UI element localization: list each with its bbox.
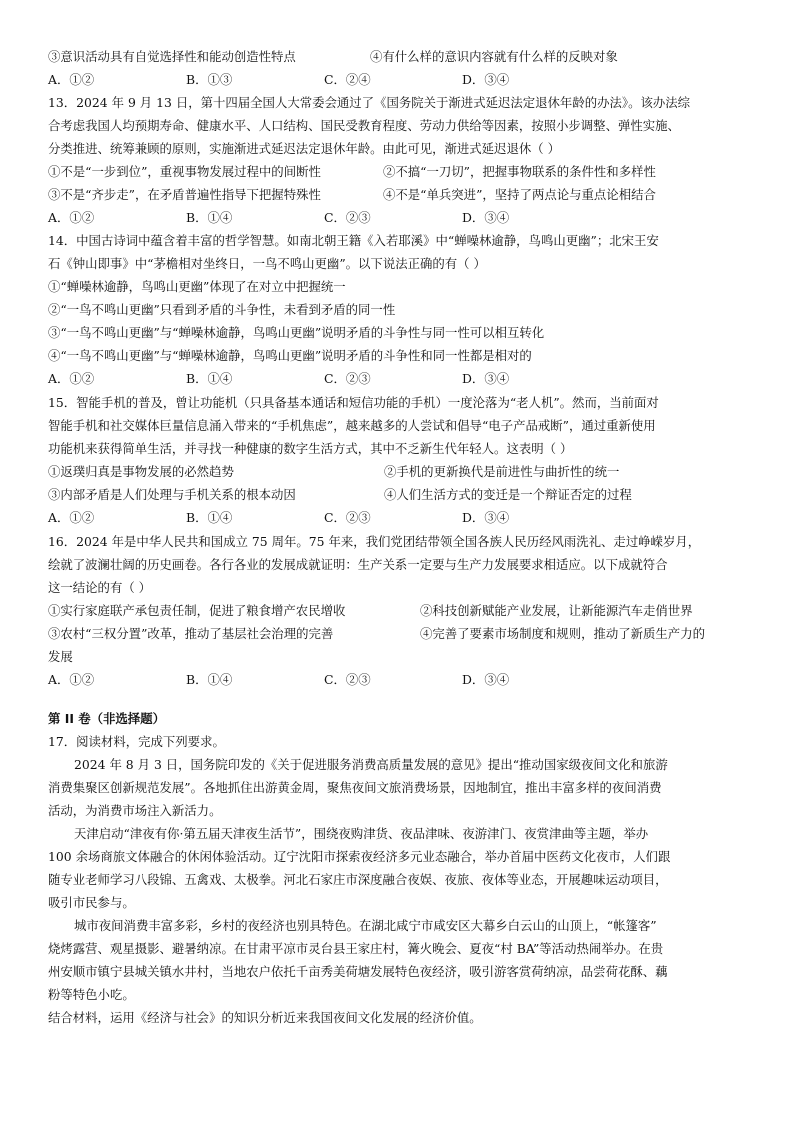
q14-stem-line-2: 石《钟山即事》中“茅檐相对坐终日，一鸟不鸣山更幽”。以下说法正确的有（ ） [48,256,486,271]
q16-statement-1: ①实行家庭联产承包责任制，促进了粮食增产农民增收 [48,603,346,618]
q13-stem-line-2: 合考虑我国人均预期寿命、健康水平、人口结构、国民受教育程度、劳动力供给等因素，按照小步调整、弹性实施、 [48,118,680,133]
q14-statement-3: ③“一鸟不鸣山更幽”与“蝉噪林逾静，鸟鸣山更幽”说明矛盾的斗争性与同一性可以相互转化 [48,325,545,340]
q15-stem-line-2: 智能手机和社交媒体巨量信息涌入带来的“手机焦虑”，越来越多的人尝试和倡导“电子产品戒断”，通过重新使用 [48,418,656,433]
q17-para2-line-2: 100 余场商旅文体融合的休闲体验活动。辽宁沈阳市探索夜经济多元业态融合，举办首届中医药文化夜市，人们跟 [48,849,671,864]
q13-option-c: C．②③ [324,210,371,225]
q14-stem-line-1: 14．中国古诗词中蕴含着丰富的哲学智慧。如南北朝王籍《入若耶溪》中“蝉噪林逾静，鸟鸣山更幽”；北宋王安 [48,233,659,248]
q12-option-a: A．①② [48,72,95,87]
q15-option-a: A．①② [48,510,95,525]
q13-option-b: B．①④ [186,210,233,225]
q14-statement-2: ②“一鸟不鸣山更幽”只看到矛盾的斗争性，未看到矛盾的同一性 [48,302,396,317]
q17-para2-line-1: 天津启动“津夜有你·第五届天津夜生活节”，围绕夜购津货、夜品津味、夜游津门、夜赏津曲等主题，举办 [74,826,649,841]
q16-statement-3: ③农村“三权分置”改革，推动了基层社会治理的完善 [48,626,334,641]
q14-option-d: D．③④ [462,371,510,386]
q16-statement-4: ④完善了要素市场制度和规则，推动了新质生产力的 [420,626,705,641]
q13-option-d: D．③④ [462,210,510,225]
q12-statement-3: ③意识活动具有自觉选择性和能动创造性特点 [48,49,296,64]
q12-option-b: B．①③ [186,72,233,87]
q16-stem-line-3: 这一结论的有（ ） [48,580,152,595]
q17-para1-line-3: 活动，为消费市场注入新活力。 [48,803,222,818]
q15-option-c: C．②③ [324,510,371,525]
q13-statement-4: ④不是“单兵突进”，坚持了两点论与重点论相结合 [383,187,656,202]
q14-option-a: A．①② [48,371,95,386]
q17-para1-line-1: 2024 年 8 月 3 日，国务院印发的《关于促进服务消费高质量发展的意见》提出“推动国家级夜间文化和旅游 [74,757,668,772]
q12-option-d: D．③④ [462,72,510,87]
q17-task: 结合材料，运用《经济与社会》的知识分析近来我国夜间文化发展的经济价值。 [48,1010,482,1025]
q15-option-b: B．①④ [186,510,233,525]
q13-statement-1: ①不是“一步到位”，重视事物发展过程中的间断性 [48,164,321,179]
q17-para3-line-1: 城市夜间消费丰富多彩，乡村的夜经济也别具特色。在湖北咸宁市咸安区大幕乡白云山的山顶上，“帐篷客” [74,918,657,933]
q17-para3-line-3: 州安顺市镇宁县城关镇水井村，当地农户依托千亩秀美荷塘发展特色夜经济，吸引游客赏荷纳凉，品尝荷花酥、藕 [48,964,668,979]
q15-option-d: D．③④ [462,510,510,525]
q17-para2-line-3: 随专业老师学习八段锦、五禽戏、太极拳。河北石家庄市深度融合夜娱、夜旅、夜体等业态，开展趣味运动项目， [48,872,668,887]
q17-para3-line-4: 粉等特色小吃。 [48,987,135,1002]
q13-stem-line-1: 13．2024 年 9 月 13 日，第十四届全国人大常委会通过了《国务院关于渐进式延迟法定退休年龄的办法》。该办法综 [48,95,691,110]
q13-option-a: A．①② [48,210,95,225]
q17-para1-line-2: 消费集聚区创新规范发展”。各地抓住出游黄金周，聚焦夜间文旅消费场景，因地制宜，推出丰富多样的夜间消费 [48,780,662,795]
q16-option-d: D．③④ [462,672,510,687]
q14-option-c: C．②③ [324,371,371,386]
q15-statement-4: ④人们生活方式的变迁是一个辩证否定的过程 [384,487,632,502]
q15-statement-2: ②手机的更新换代是前进性与曲折性的统一 [384,464,620,479]
q14-statement-1: ①“蝉噪林逾静，鸟鸣山更幽”体现了在对立中把握统一 [48,279,346,294]
q13-statement-3: ③不是“齐步走”，在矛盾普遍性指导下把握特殊性 [48,187,321,202]
q15-statement-3: ③内部矛盾是人们处理与手机关系的根本动因 [48,487,296,502]
q15-statement-1: ①返璞归真是事物发展的必然趋势 [48,464,234,479]
q16-option-a: A．①② [48,672,95,687]
q15-stem-line-3: 功能机来获得简单生活，并寻找一种健康的数字生活方式，其中不乏新生代年轻人。这表明（ ） [48,441,573,456]
q17-para2-line-4: 吸引市民参与。 [48,895,135,910]
q17-para3-line-2: 烧烤露营、观星摄影、避暑纳凉。在甘肃平凉市灵台县王家庄村，篝火晚会、夏夜“村 BA”等活动热闹举办。在贵 [48,941,664,956]
q13-statement-2: ②不搞“一刀切”，把握事物联系的条件性和多样性 [383,164,656,179]
q16-option-b: B．①④ [186,672,233,687]
q16-stem-line-1: 16．2024 年是中华人民共和国成立 75 周年。75 年来，我们党团结带领全国各族人民历经风雨洗礼、走过峥嵘岁月， [48,534,701,549]
q15-stem-line-1: 15．智能手机的普及，曾让功能机（只具备基本通话和短信功能的手机）一度沦落为“老人机”。然而，当前面对 [48,395,659,410]
q12-statement-4: ④有什么样的意识内容就有什么样的反映对象 [370,49,618,64]
q16-statement-4-cont: 发展 [48,649,73,664]
part2-heading: 第 II 卷（非选择题） [48,711,165,726]
q14-option-b: B．①④ [186,371,233,386]
q14-statement-4: ④“一鸟不鸣山更幽”与“蝉噪林逾静，鸟鸣山更幽”说明矛盾的斗争性和同一性都是相对的 [48,348,532,363]
q16-statement-2: ②科技创新赋能产业发展，让新能源汽车走俏世界 [420,603,693,618]
q13-stem-line-3: 分类推进、统筹兼顾的原则，实施渐进式延迟法定退休年龄。由此可见，渐进式延迟退休（ ） [48,141,560,156]
q12-option-c: C．②④ [324,72,371,87]
q16-option-c: C．②③ [324,672,371,687]
q17-prompt: 17．阅读材料，完成下列要求。 [48,734,225,749]
q16-stem-line-2: 绘就了波澜壮阔的历史画卷。各行各业的发展成就证明：生产关系一定要与生产力发展要求相适应。以下成就符合 [48,557,668,572]
